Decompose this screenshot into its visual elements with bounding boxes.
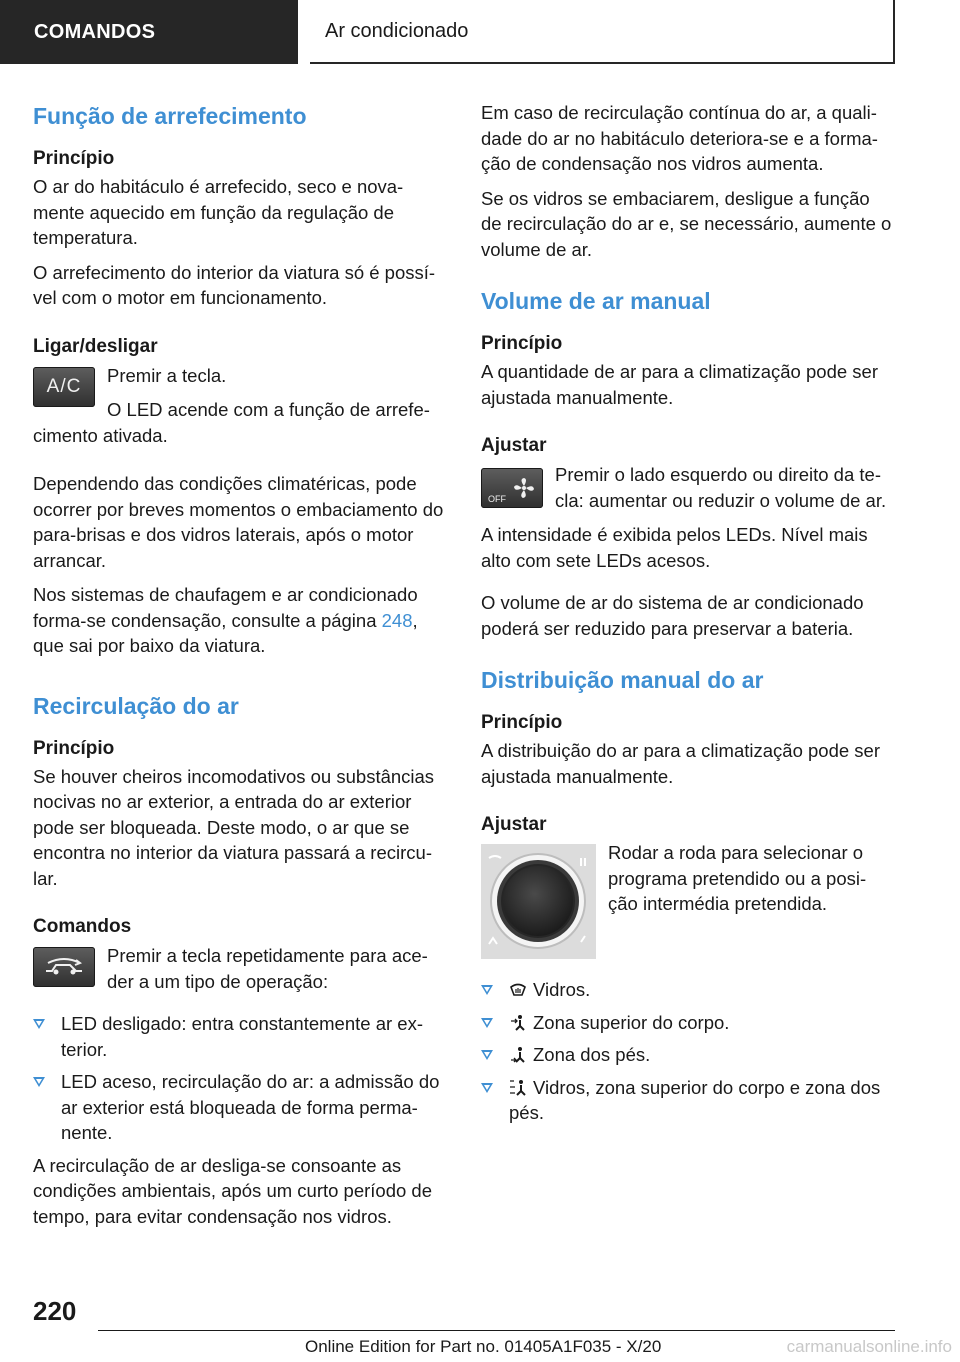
list-item xyxy=(481,1010,895,1036)
subheading-principle: Princípio xyxy=(33,148,115,169)
subheading-adjust: Ajustar xyxy=(481,814,547,835)
triangle-bullet-icon xyxy=(481,1050,493,1060)
paragraph: A intensidade é exibida pelos LEDs. Nível mais alto com sete LEDs acesos. xyxy=(481,524,868,571)
header-chapter-title: Ar condicionado xyxy=(310,0,895,64)
triangle-bullet-icon xyxy=(33,1019,45,1029)
subheading-adjust: Ajustar xyxy=(481,435,547,456)
ac-button-label: A/C xyxy=(46,375,82,397)
paragraph: Se os vidros se embaciarem, desligue a função de recirculação do ar e, se necessário, aumente o volume de ar. xyxy=(481,187,892,260)
paragraph: O arrefecimento do interior da viatura só é possí-vel com o motor em funcionamento. xyxy=(33,261,436,308)
paragraph: A recirculação de ar desliga-se consoante as condições ambientais, após um curto período de tempo, para evitar condensação nos vidros. xyxy=(33,1154,433,1227)
list-item xyxy=(481,1042,895,1068)
recirculation-button-icon xyxy=(33,947,95,987)
fan-instruction xyxy=(481,462,895,522)
windshield-icon xyxy=(509,981,527,999)
right-column xyxy=(481,100,895,1133)
rotary-knob-icon xyxy=(481,844,596,959)
list-item-text: LED aceso, recirculação do ar: a admissão do ar exterior está bloqueada de forma perma-nente. xyxy=(61,1071,440,1143)
section-title-air-volume: Volume de ar manual xyxy=(481,288,711,314)
subheading-principle: Princípio xyxy=(481,333,563,354)
list-item-text: LED desligado: entra constantemente ar ex-terior. xyxy=(61,1013,423,1060)
upper-body-air-icon xyxy=(509,1014,527,1032)
ac-instruction xyxy=(33,363,447,458)
ac-button-icon xyxy=(33,367,95,407)
recirculation-instruction xyxy=(33,943,447,1003)
subheading-controls: Comandos xyxy=(33,916,132,937)
section-title-recirculation: Recirculação do ar xyxy=(33,692,239,719)
paragraph: Premir a tecla. xyxy=(107,364,227,386)
combined-air-icon xyxy=(509,1079,527,1097)
footer-divider xyxy=(98,1330,895,1331)
page-number: 220 xyxy=(33,1296,77,1326)
list-item xyxy=(481,977,895,1003)
list-item-text: Zona superior do corpo. xyxy=(533,1011,730,1033)
fan-icon xyxy=(513,477,535,499)
subheading-principle: Princípio xyxy=(481,712,563,733)
fan-off-label: OFF xyxy=(488,494,506,504)
triangle-bullet-icon xyxy=(481,1018,493,1028)
triangle-bullet-icon xyxy=(33,1077,45,1087)
paragraph: Se houver cheiros incomodativos ou substâncias nocivas no ar exterior, a entrada do ar exterior pode ser bloqueada. Deste modo, o ar que se encontra no interior da viatura passará a recircu-lar. xyxy=(33,765,435,889)
distribution-mode-list xyxy=(481,977,895,1126)
paragraph: Rodar a roda para selecionar o programa pretendido ou a posi-ção intermédia pretendida. xyxy=(608,842,867,914)
section-title-air-distribution: Distribuição manual do ar xyxy=(481,667,764,693)
page-link-248[interactable]: 248 xyxy=(381,609,413,631)
header-section-label: COMANDOS xyxy=(0,0,298,64)
list-item-text: Vidros, zona superior do corpo e zona dos pés. xyxy=(509,1076,881,1123)
list-item xyxy=(481,1075,895,1126)
distribution-knob-image xyxy=(481,844,596,959)
paragraph xyxy=(33,582,447,659)
subheading-on-off: Ligar/desligar xyxy=(33,335,158,357)
list-item-text: Vidros. xyxy=(533,979,591,1000)
paragraph: O LED acende com a função de arrefe-cimento ativada. xyxy=(33,399,430,446)
paragraph: Dependendo das condições climatéricas, pode ocorrer por breves momentos o embaciamento do para-brisas e dos vidros laterais, após o motor arrancar. xyxy=(33,473,444,571)
recirculation-mode-list xyxy=(33,1011,447,1146)
distribution-instruction xyxy=(481,840,895,967)
section-title-cooling: Função de arrefecimento xyxy=(33,103,307,129)
text-span: Nos sistemas de chaufagem e ar condicionado forma-se condensação, consulte a página xyxy=(33,584,418,631)
paragraph: Premir a tecla repetidamente para ace-der a um tipo de operação: xyxy=(107,945,428,992)
left-column xyxy=(33,100,447,1238)
footwell-air-icon xyxy=(509,1046,527,1064)
list-item-text: Zona dos pés. xyxy=(533,1044,651,1065)
paragraph: A distribuição do ar para a climatização pode ser ajustada manualmente. xyxy=(481,740,880,787)
watermark: carmanualsonline.info xyxy=(786,1337,952,1356)
triangle-bullet-icon xyxy=(481,985,493,995)
paragraph: Premir o lado esquerdo ou direito da te-cla: aumentar ou reduzir o volume de ar. xyxy=(555,464,887,511)
fan-button-icon xyxy=(481,468,543,508)
paragraph: Em caso de recirculação contínua do ar, a quali-dade do ar no habitáculo deteriora-se e a forma-ção de condensação nos vidros aumenta. xyxy=(481,102,878,174)
list-item xyxy=(33,1011,447,1062)
subheading-principle: Princípio xyxy=(33,737,115,759)
car-recirculation-icon xyxy=(42,955,86,979)
paragraph: O volume de ar do sistema de ar condicionado poderá ser reduzido para preservar a bateria. xyxy=(481,592,864,639)
text-span: , que sai por baixo da viatura. xyxy=(33,609,418,656)
triangle-bullet-icon xyxy=(481,1083,493,1093)
footer-edition: Online Edition for Part no. 01405A1F035 - X/20 xyxy=(305,1337,662,1356)
paragraph: O ar do habitáculo é arrefecido, seco e nova-mente aquecido em função da regulação de temperatura. xyxy=(33,176,404,248)
paragraph: A quantidade de ar para a climatização pode ser ajustada manualmente. xyxy=(481,361,878,408)
list-item xyxy=(33,1069,447,1146)
